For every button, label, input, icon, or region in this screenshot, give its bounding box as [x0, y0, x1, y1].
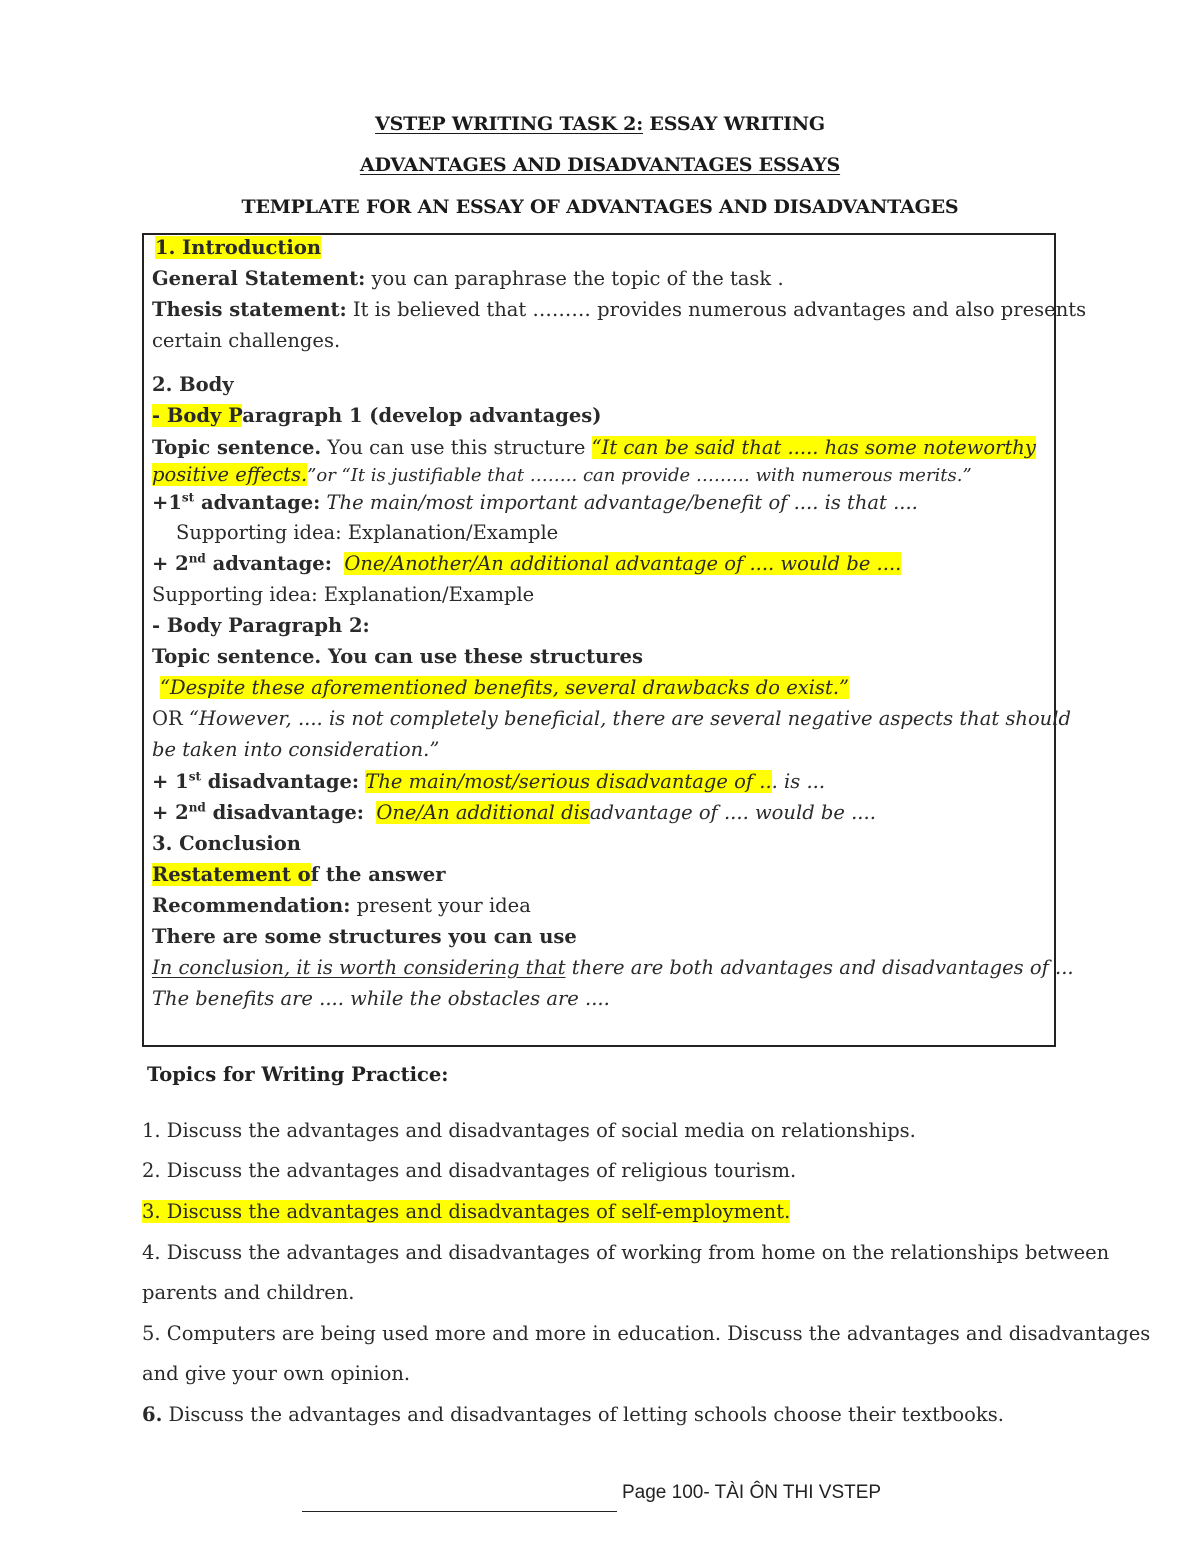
- conclusion-heading: 3. Conclusion: [152, 832, 301, 855]
- thesis-statement: Thesis statement: It is believed that ……… provides numerous advantages and also presents: [152, 298, 1087, 321]
- topic-sentence-2-quote: “Despite these aforementioned benefits, several drawbacks do exist.”: [160, 676, 849, 699]
- topic-item-1: 1. Discuss the advantages and disadvantages of social media on relationships.: [142, 1119, 916, 1142]
- conclusion-sentence: In conclusion, it is worth considering that there are both advantages and disadvantages of ...: [152, 956, 1074, 979]
- topic-sentence-1-cont: positive effects.”or “It is justifiable that …….. can provide ……… with numerous merits.”: [152, 463, 972, 486]
- topics-heading: Topics for Writing Practice:: [147, 1063, 449, 1086]
- body-paragraph-1: - Body Paragraph 1 (develop advantages): [152, 404, 602, 427]
- general-statement: General Statement: you can paraphrase the topic of the task .: [152, 267, 784, 290]
- page-footer: Page 100- TÀI ÔN THI VSTEP: [622, 1482, 882, 1503]
- topic-sentence-2-alt: OR “However, .... is not completely beneficial, there are several negative aspects that should: [152, 707, 1071, 730]
- topic-item-4: 4. Discuss the advantages and disadvantages of working from home on the relationships between: [142, 1241, 1110, 1264]
- topic-item-5-cont: and give your own opinion.: [142, 1362, 411, 1385]
- disadvantage-2: + 2nd disadvantage: One/An additional disadvantage of .... would be ....: [152, 800, 876, 824]
- topic-item-4-cont: parents and children.: [142, 1281, 355, 1304]
- advantage-2: + 2nd advantage: One/Another/An additional advantage of .... would be ....: [152, 551, 902, 575]
- template-heading: TEMPLATE FOR AN ESSAY OF ADVANTAGES AND DISADVANTAGES: [241, 196, 959, 218]
- topic-item-6: 6. Discuss the advantages and disadvantages of letting schools choose their textbooks.: [142, 1403, 1004, 1426]
- footer-rule: [302, 1511, 617, 1512]
- main-title: [0, 113, 1200, 135]
- advantage-2-support: Supporting idea: Explanation/Example: [152, 583, 535, 606]
- subtitle: ADVANTAGES AND DISADVANTAGES ESSAYS: [359, 154, 841, 176]
- title-underlined-part: VSTEP WRITING TASK 2:: [375, 113, 644, 135]
- topic-sentence-2-alt-cont: be taken into consideration.”: [152, 738, 440, 761]
- title-rest: ESSAY WRITING: [643, 113, 825, 135]
- restatement: Restatement of the answer: [152, 863, 446, 886]
- topic-sentence-2: Topic sentence. You can use these structures: [152, 645, 643, 668]
- body-heading: 2. Body: [152, 373, 234, 396]
- recommendation: Recommendation: present your idea: [152, 894, 531, 917]
- topic-item-3: 3. Discuss the advantages and disadvantages of self-employment.: [142, 1200, 791, 1223]
- topic-item-5: 5. Computers are being used more and more in education. Discuss the advantages and disadvantages: [142, 1322, 1151, 1345]
- intro-heading: 1. Introduction: [155, 236, 322, 259]
- advantage-1-support: Supporting idea: Explanation/Example: [176, 521, 559, 544]
- thesis-statement-cont: certain challenges.: [152, 329, 341, 352]
- disadvantage-1: + 1st disadvantage: The main/most/serious disadvantage of ... is ...: [152, 769, 826, 793]
- topic-sentence-1: Topic sentence. You can use this structure “It can be said that ..... has some noteworthy: [152, 436, 1036, 459]
- body-paragraph-2: - Body Paragraph 2:: [152, 614, 370, 637]
- structures-label: There are some structures you can use: [152, 925, 577, 948]
- conclusion-sentence-2: The benefits are .... while the obstacles are ....: [152, 987, 610, 1010]
- topic-item-2: 2. Discuss the advantages and disadvantages of religious tourism.: [142, 1159, 797, 1182]
- advantage-1: +1st advantage: The main/most important advantage/benefit of .... is that ....: [152, 490, 918, 514]
